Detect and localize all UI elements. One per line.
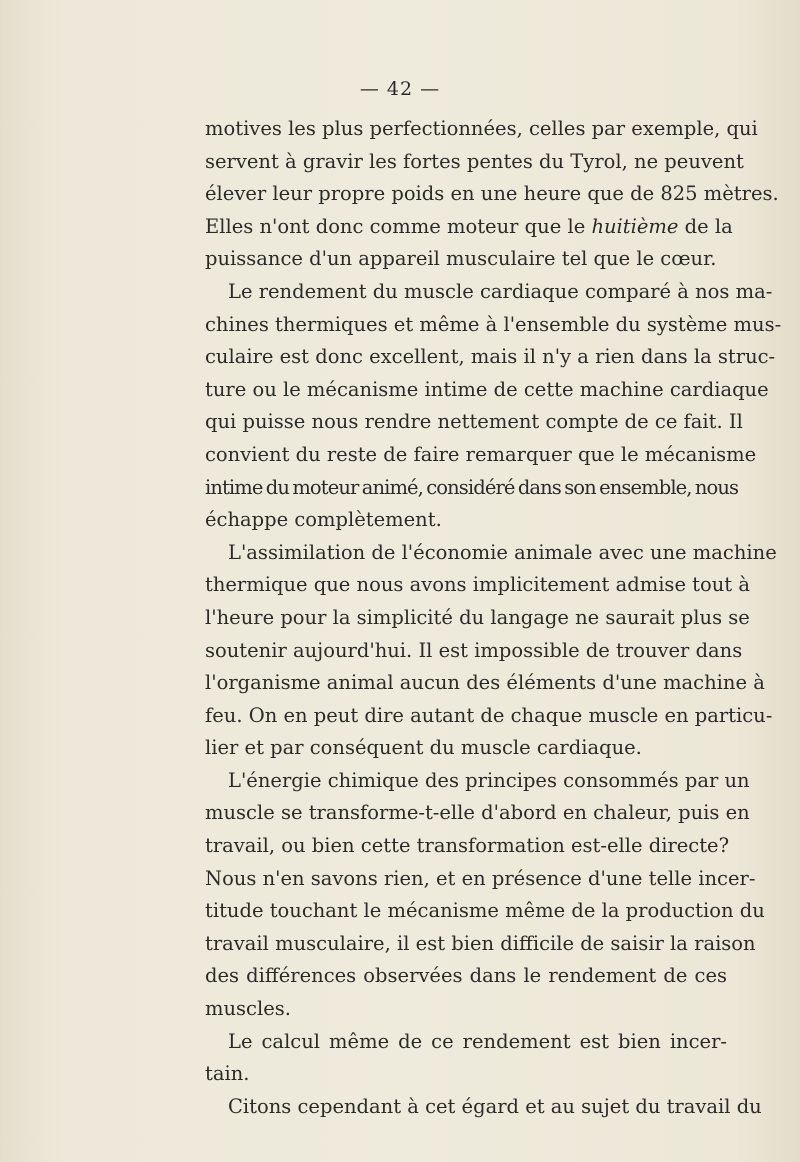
text-line: lier et par conséquent du muscle cardiaque.: [205, 736, 642, 760]
text-line: muscles.: [205, 997, 291, 1021]
body-text: [205, 113, 782, 1123]
text-line: Le calcul même de ce rendement est bien incer-: [228, 1029, 727, 1053]
text-line: feu. On en peut dire autant de chaque muscle en particu-: [205, 703, 773, 727]
page-number: — 42 —: [359, 78, 441, 100]
text-line: muscle se transforme-t-elle d'abord en chaleur, puis en: [205, 801, 750, 825]
text-line: travail musculaire, il est bien difficile de saisir la raison: [205, 931, 756, 955]
text-line: tain.: [205, 1062, 250, 1086]
text-line: des différences observées dans le rendement de ces: [205, 964, 727, 988]
text-line: Citons cependant à cet égard et au sujet du travail du: [228, 1094, 762, 1118]
text-line: puissance d'un appareil musculaire tel que le cœur.: [205, 247, 717, 271]
text-line: Nous n'en savons rien, et en présence d'une telle incer-: [205, 866, 756, 890]
text-line: chines thermiques et même à l'ensemble du système mus-: [205, 312, 782, 336]
text-line: soutenir aujourd'hui. Il est impossible de trouver dans: [205, 638, 743, 662]
text-line: travail, ou bien cette transformation est-elle directe?: [205, 834, 730, 858]
text-line: ture ou le mécanisme intime de cette machine cardiaque: [205, 377, 769, 401]
text-line: intime du moteur animé, considéré dans son ensemble, nous: [205, 475, 739, 499]
text-line: convient du reste de faire remarquer que le mécanisme: [205, 442, 757, 466]
text-line: élever leur propre poids en une heure que de 825 mètres.: [205, 182, 779, 206]
text-line: l'organisme animal aucun des éléments d'une machine à: [205, 671, 765, 695]
text-line: qui puisse nous rendre nettement compte de ce fait. Il: [205, 410, 743, 434]
text-line: échappe complètement.: [205, 508, 442, 532]
italic-word: huitième: [591, 214, 679, 238]
text-line: servent à gravir les fortes pentes du Tyrol, ne peuvent: [205, 149, 744, 173]
text-line: l'heure pour la simplicité du langage ne saurait plus se: [205, 605, 750, 629]
text-line: thermique que nous avons implicitement admise tout à: [205, 573, 750, 597]
text-line: titude touchant le mécanisme même de la production du: [205, 899, 765, 923]
text-line: motives les plus perfectionnées, celles par exemple, qui: [205, 117, 758, 140]
text-line: culaire est donc excellent, mais il n'y a rien dans la struc-: [205, 345, 776, 369]
text-line: Elles n'ont donc comme moteur que le huitième de la: [205, 214, 733, 238]
text-line: L'assimilation de l'économie animale avec une machine: [228, 540, 777, 564]
text-line: L'énergie chimique des principes consommés par un: [228, 768, 750, 792]
text-line: Le rendement du muscle cardiaque comparé à nos ma-: [228, 279, 773, 303]
